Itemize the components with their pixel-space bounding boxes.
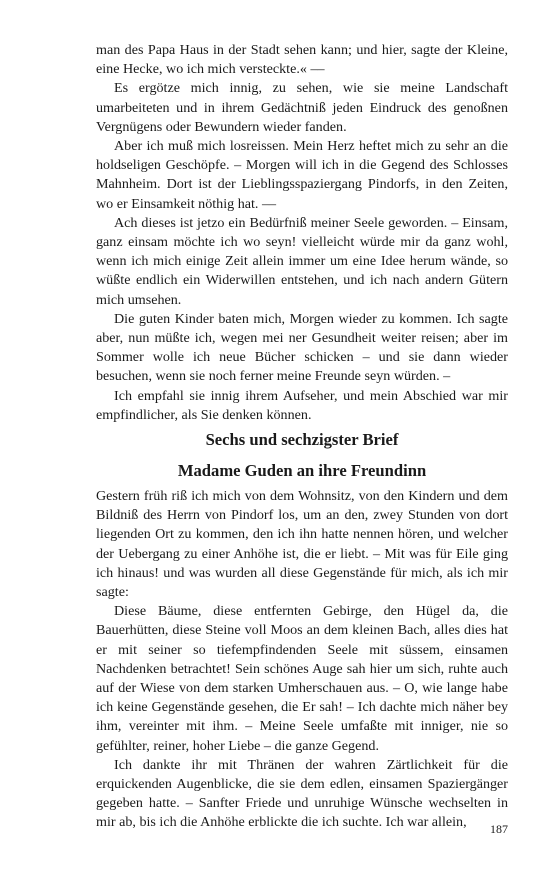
letter-heading: Sechs und sechzigster Brief: [205, 430, 399, 449]
paragraph: Es ergötze mich innig, zu sehen, wie sie meine Landschaft umarbeiteten und in ihrem Gedächtniß jeden Eindruck des genoßnen Vergnügens oder Bewundern wieder fanden.: [96, 80, 508, 135]
paragraph: Ich dankte ihr mit Thränen der wahren Zärtlichkeit für die erquickenden Augenblicke, die sie dem edlen, einsamen Spaziergänger gegeben hatte. – Sanfter Friede und unruhige Wünsche wechselten in mir ab, bis ich die Anhöhe erblickte die ich suchte. Ich war allein,: [96, 756, 508, 831]
paragraph: man des Papa Haus in der Stadt sehen kann; und hier, sagte der Kleine, eine Hecke, wo ich mich versteckte.« ––: [96, 42, 508, 78]
letter-subheading: Madame Guden an ihre Freundinn: [177, 461, 427, 480]
page-number: 187: [490, 822, 508, 836]
paragraph: Ich empfahl sie innig ihrem Aufseher, und mein Abschied war mir empfindlicher, als Sie denken können.: [96, 387, 508, 423]
text-block-top: [96, 41, 508, 425]
paragraph: Gestern früh riß ich mich von dem Wohnsitz, von den Kindern und dem Bildniß des Herrn von Pindorf los, um an den, zwey Stunden von dort liegenden Ort zu kommen, den ich ihn hatte nennen hören, und welcher der Uebergang zu einer Anhöhe ist, die er liebt. – Mit was für Eile ging ich hinaus! und was wurden all diese Gegenstände für mich, als ich mir sagte:: [96, 488, 508, 601]
paragraph: Aber ich muß mich losreissen. Mein Herz heftet mich zu sehr an die holdseligen Geschöpfe. – Morgen will ich in die Gegend des Schlosses Mahnheim. Dort ist der Lieblingsspaziergang Pindorfs, in den Zeiten, wo er Einsamkeit nöthig hat. ––: [96, 138, 508, 212]
paragraph: Diese Bäume, diese entfernten Gebirge, den Hügel da, die Bauerhütten, diese Steine voll Moos an dem kleinen Bach, alles dies hat er mit seiner so tiefempfindenden Seele mit süssem, einsamen Nachdenken betrachtet! Sein schönes Auge sah hier um sich, ruhte auch auf der Wiese von dem starken Umherschauen aus. – O, wie lange habe ich keine Gegenstände gesehen, die Er sah! – Ich dachte mich näher bey ihm, vereinter mit ihm. – Meine Seele umfaßte mit inniger, nie so gefühlter, reiner, hoher Liebe – die ganze Gegend.: [96, 603, 508, 754]
paragraph: Ach dieses ist jetzo ein Bedürfniß meiner Seele geworden. – Einsam, ganz einsam möchte ich wo seyn! vielleicht würde mir da ganz wohl, wenn ich mich einige Zeit allein immer um eine Idee herum wände, so wüßte endlich ein Widerwillen entstehen, und ich nach andern Gütern mich umsehen.: [96, 214, 508, 308]
text-block-bottom: [96, 487, 508, 833]
paragraph: Die guten Kinder baten mich, Morgen wieder zu kommen. Ich sagte aber, nun müßte ich, wegen mei ner Gesundheit weiter reisen; aber im Sommer wolle ich neue Bücher schicken – und sie dann wieder besuchen, wenn sie noch ferner meine Freunde seyn würden. –: [96, 310, 508, 385]
